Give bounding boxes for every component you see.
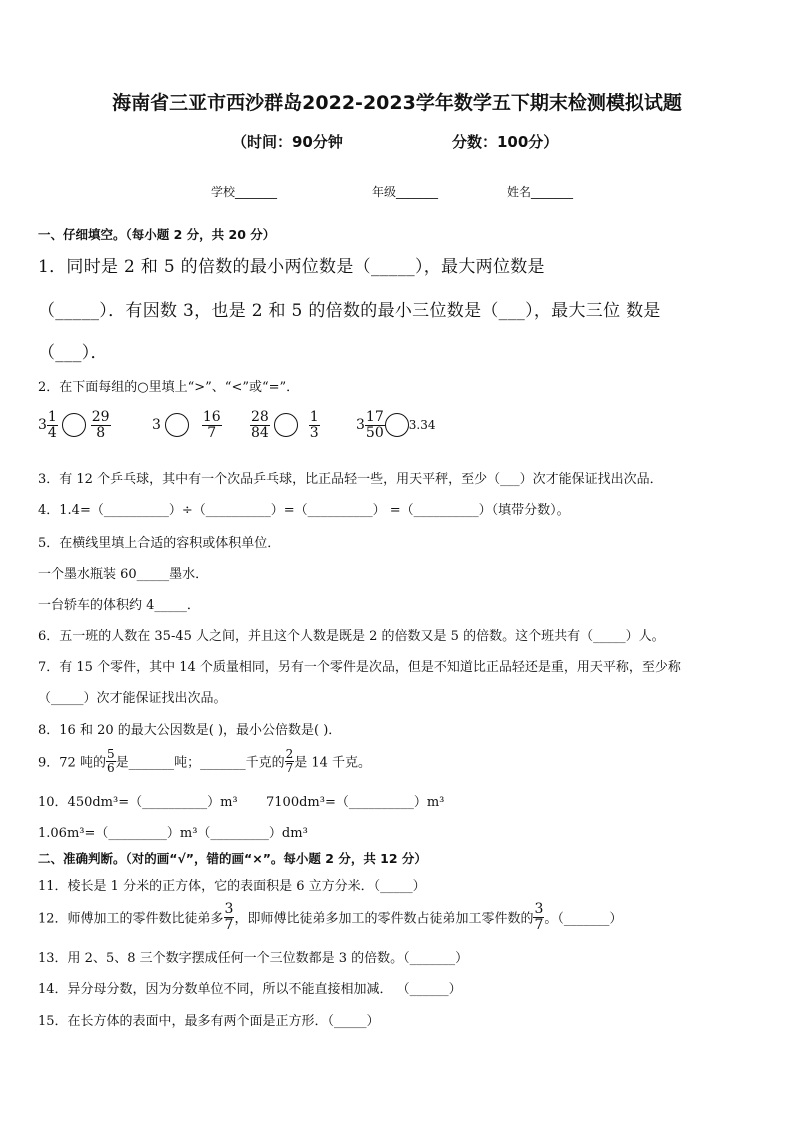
school-field: 学校_______ <box>211 185 278 199</box>
q2-c2-right-fraction: $\frac{16}{7}$ <box>202 409 221 441</box>
q1-line3: （___）． <box>38 343 108 363</box>
compare-circle[interactable] <box>165 413 189 437</box>
q2-c3-right-fraction: $\frac{1}{3}$ <box>309 409 319 441</box>
q12-text: 12．师傅加工的零件数比徒弟多 $\frac{3}{7}$ ，即师傅比徒弟多加工的零件数占徒弟加工零件数的 $\frac{3}{7}$ 。（_______） <box>38 901 623 933</box>
q11-text: 11．棱长是 1 分米的正方体，它的表面积是 6 立方分米．（_____） <box>38 879 426 894</box>
q2-c4-right: 3.34 <box>408 418 436 433</box>
q3-text: 3．有 12 个乒乓球，其中有一个次品乒乓球，比正品轻一些，用天平秤，至少（___）次才能保证找出次品． <box>38 472 663 487</box>
q5-item-b: 一台轿车的体积约 4_____． <box>38 598 200 613</box>
q2-compare-4 <box>356 410 435 440</box>
q10-part-c: 1.06m³=（_________）m³（_________）dm³ <box>38 826 308 841</box>
q10-part-b: 7100dm³=（__________）m³ <box>266 795 445 810</box>
q2-c4-whole: 3 <box>356 417 365 434</box>
q6-text: 6．五一班的人数在 35-45 人之间，并且这个人数是既是 2 的倍数又是 5 的倍数。这个班共有（_____）人。 <box>38 629 665 644</box>
compare-circle[interactable] <box>274 413 298 437</box>
q2-compare-1 <box>38 410 111 440</box>
section2-heading: 二、准确判断。（对的画“√”，错的画“×”。每小题 2 分，共 12 分） <box>38 851 427 866</box>
q2-c1-right-fraction: $\frac{29}{8}$ <box>91 409 110 441</box>
q15-text: 15．在长方体的表面中，最多有两个面是正方形．（_____） <box>38 1014 380 1029</box>
q9-text: 9．72 吨的 $\frac{5}{6}$ 是_______吨；_______千克的 $\frac{2}{7}$ 是 14 千克。 <box>38 747 372 775</box>
q2-c4-fraction: $\frac{17}{50}$ <box>365 409 384 441</box>
q13-text: 13．用 2、5、8 三个数字摆成任何一个三位数都是 3 的倍数。（_______） <box>38 951 469 966</box>
q2-c1-fraction: $\frac{1}{4}$ <box>47 409 57 441</box>
q7-line1: 7．有 15 个零件，其中 14 个质量相同，另有一个零件是次品，但是不知道比正品轻还是重，用天平称，至少称 <box>38 660 681 675</box>
name-field: 姓名_______ <box>507 185 574 199</box>
exam-score: 分数：100分） <box>452 133 559 151</box>
q10-part-a: 10．450dm³=（__________）m³ <box>38 795 238 810</box>
q1-line2: （_____）．有因数 3，也是 2 和 5 的倍数的最小三位数是（___），最大三位 数是 <box>38 301 661 321</box>
q9-fraction-2: $\frac{2}{7}$ <box>285 747 294 775</box>
exam-title: 海南省三亚市西沙群岛2022-2023学年数学五下期末检测模拟试题 <box>112 92 682 114</box>
q12-fraction-2: $\frac{3}{7}$ <box>534 901 544 933</box>
q14-text: 14．异分母分数，因为分数单位不同，所以不能直接相加减． （______） <box>38 982 462 997</box>
section1-heading: 一、仔细填空。（每小题 2 分，共 20 分） <box>38 227 276 242</box>
q7-line2: （_____）次才能保证找出次品。 <box>38 691 227 706</box>
grade-field: 年级_______ <box>372 185 439 199</box>
q5-item-a: 一个墨水瓶装 60_____墨水． <box>38 567 209 582</box>
q2-compare-3 <box>250 410 320 440</box>
q1-line1: 1．同时是 2 和 5 的倍数的最小两位数是（_____），最大两位数是 <box>38 257 545 277</box>
exam-time: （时间：90分钟 <box>232 133 343 151</box>
q12-fraction-1: $\frac{3}{7}$ <box>224 901 234 933</box>
q2-c3-left-fraction: $\frac{28}{84}$ <box>251 409 269 441</box>
compare-circle[interactable] <box>62 413 86 437</box>
q2-c2-left: 3 <box>152 417 161 434</box>
q4-text: 4．1.4=（__________）÷（__________）=（__________） =（__________）（填带分数）。 <box>38 503 570 518</box>
compare-circle[interactable] <box>385 413 409 437</box>
q8-text: 8．16 和 20 的最大公因数是( )，最小公倍数是( )． <box>38 723 342 738</box>
q2-c1-whole: 3 <box>38 417 47 434</box>
q2-compare-2 <box>152 410 222 440</box>
q2-text: 2．在下面每组的○里填上“>”、“<”或“=”． <box>38 380 300 395</box>
q9-fraction-1: $\frac{5}{6}$ <box>106 747 115 775</box>
q5-text: 5．在横线里填上合适的容积或体积单位． <box>38 536 281 551</box>
